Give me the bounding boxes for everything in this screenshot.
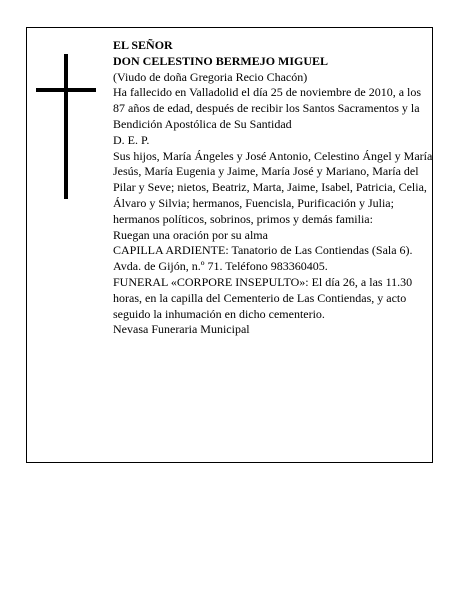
funeral-paragraph: FUNERAL «CORPORE INSEPULTO»: El día 26, a las 11.30 horas, en la capilla del Cementerio de Las Contiendas, y acto seguido la inhumación en dicho cementerio. [113,274,413,321]
cross-horizontal-bar [36,88,96,92]
cross-vertical-bar [64,54,68,199]
widower-line: (Viudo de doña Gregoria Recio Chacón) [113,69,308,84]
cross-icon [36,54,96,199]
family-paragraph: Sus hijos, María Ángeles y José Antonio, Celestino Ángel y María Jesús, María Eugenia y Jaime, María José y Mariano, María del Pilar y Seve; nietos, Beatriz, Marta, Jaime, Isabel, Patricia, Celia, Álvaro y Silvia; hermanos, Fuencisla, Purificación y Julia; hermanos políticos, sobrinos, primos y demás familia: [113,148,433,226]
notice-text [113,38,433,338]
deceased-name: DON CELESTINO BERMEJO MIGUEL [113,53,329,68]
rip-line: D. E. P. [113,132,150,147]
death-paragraph: Ha fallecido en Valladolid el día 25 de noviembre de 2010, a los 87 años de edad, después de recibir los Santos Sacramentos y la Bendición Apostólica de Su Santidad [113,85,422,131]
notice-heading-line1: EL SEÑOR [113,38,173,52]
prayer-request: Ruegan una oración por su alma [113,227,268,242]
chapel-paragraph: CAPILLA ARDIENTE: Tanatorio de Las Contiendas (Sala 6). Avda. de Gijón, n.º 71. Teléfono 983360405. [113,243,413,274]
obituary-notice [26,27,433,463]
funeral-home: Nevasa Funeraria Municipal [113,322,250,337]
